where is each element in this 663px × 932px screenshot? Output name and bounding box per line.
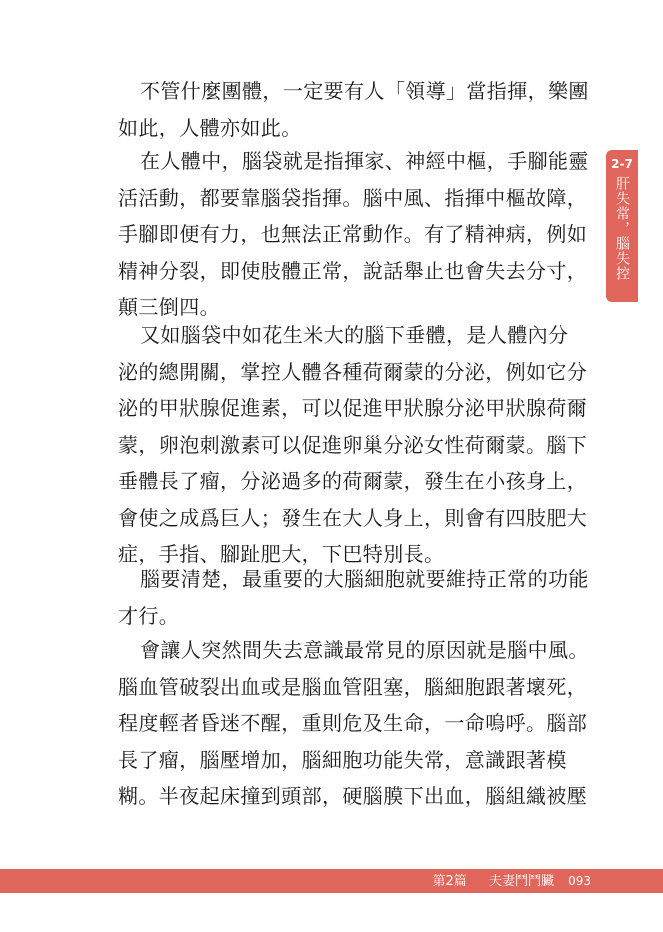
text-line: 蒙，卵泡刺激素可以促進卵巢分泌女性荷爾蒙。腦下	[118, 432, 588, 457]
paragraph-4	[118, 561, 589, 634]
page-number: 093	[568, 874, 591, 888]
footer-bar	[0, 869, 663, 893]
chapter-number: 2-7	[611, 157, 633, 171]
text-line: 會讓人突然間失去意識最常見的原因就是腦中風。	[140, 638, 589, 662]
text-line: 如此，人體亦如此。	[118, 115, 302, 140]
paragraph-3	[118, 317, 588, 573]
text-line: 在人體中，腦袋就是指揮家、神經中樞，手腳能靈	[140, 149, 589, 173]
book-title: 夫妻鬥鬥臟	[488, 874, 554, 889]
text-line: 顛三倒四。	[118, 295, 220, 319]
text-line: 腦血管破裂出血或是腦血管阻塞，腦細胞跟著壞死，	[118, 674, 588, 699]
text-line: 糊。半夜起床撞到頭部，硬腦膜下出血，腦組織被壓	[118, 784, 588, 808]
text-line: 手腳即便有力，也無法正常動作。有了精神病，例如	[118, 222, 588, 246]
footer-text	[433, 869, 591, 893]
text-line: 才行。	[118, 603, 180, 628]
text-line: 程度輕者昏迷不醒，重則危及生命，一命嗚呼。腦部	[118, 711, 588, 735]
text-line: 又如腦袋中如花生米大的腦下垂體，是人體內分	[140, 323, 569, 347]
paragraph-1	[118, 73, 589, 146]
text-line: 會使之成爲巨人；發生在大人身上，則會有四肢肥大	[118, 505, 588, 530]
paragraph-5	[118, 632, 589, 815]
text-line: 症，手指、腳趾肥大，下巴特別長。	[118, 542, 445, 566]
text-line: 精神分裂，即使肢體正常，說話舉止也會失去分寸，	[118, 258, 588, 283]
text-line: 泌的總開關，掌控人體各種荷爾蒙的分泌，例如它分	[118, 359, 588, 384]
text-line: 腦要清楚，最重要的大腦細胞就要維持正常的功能	[140, 567, 589, 591]
text-line: 垂體長了瘤，分泌過多的荷爾蒙，發生在小孩身上，	[118, 469, 588, 493]
text-line: 泌的甲狀腺促進素，可以促進甲狀腺分泌甲狀腺荷爾	[118, 396, 588, 420]
chapter-title: 肝失常，腦失控	[614, 176, 630, 281]
text-line: 長了瘤，腦壓增加，腦細胞功能失常，意識跟著模	[118, 747, 567, 772]
chapter-side-tab	[606, 150, 638, 302]
part-label: 第2篇	[432, 874, 467, 889]
paragraph-2	[118, 143, 589, 326]
text-line: 不管什麼團體，一定要有人「領導」當指揮，樂團	[140, 79, 589, 103]
text-line: 活活動，都要靠腦袋指揮。腦中風、指揮中樞故障，	[118, 185, 588, 210]
